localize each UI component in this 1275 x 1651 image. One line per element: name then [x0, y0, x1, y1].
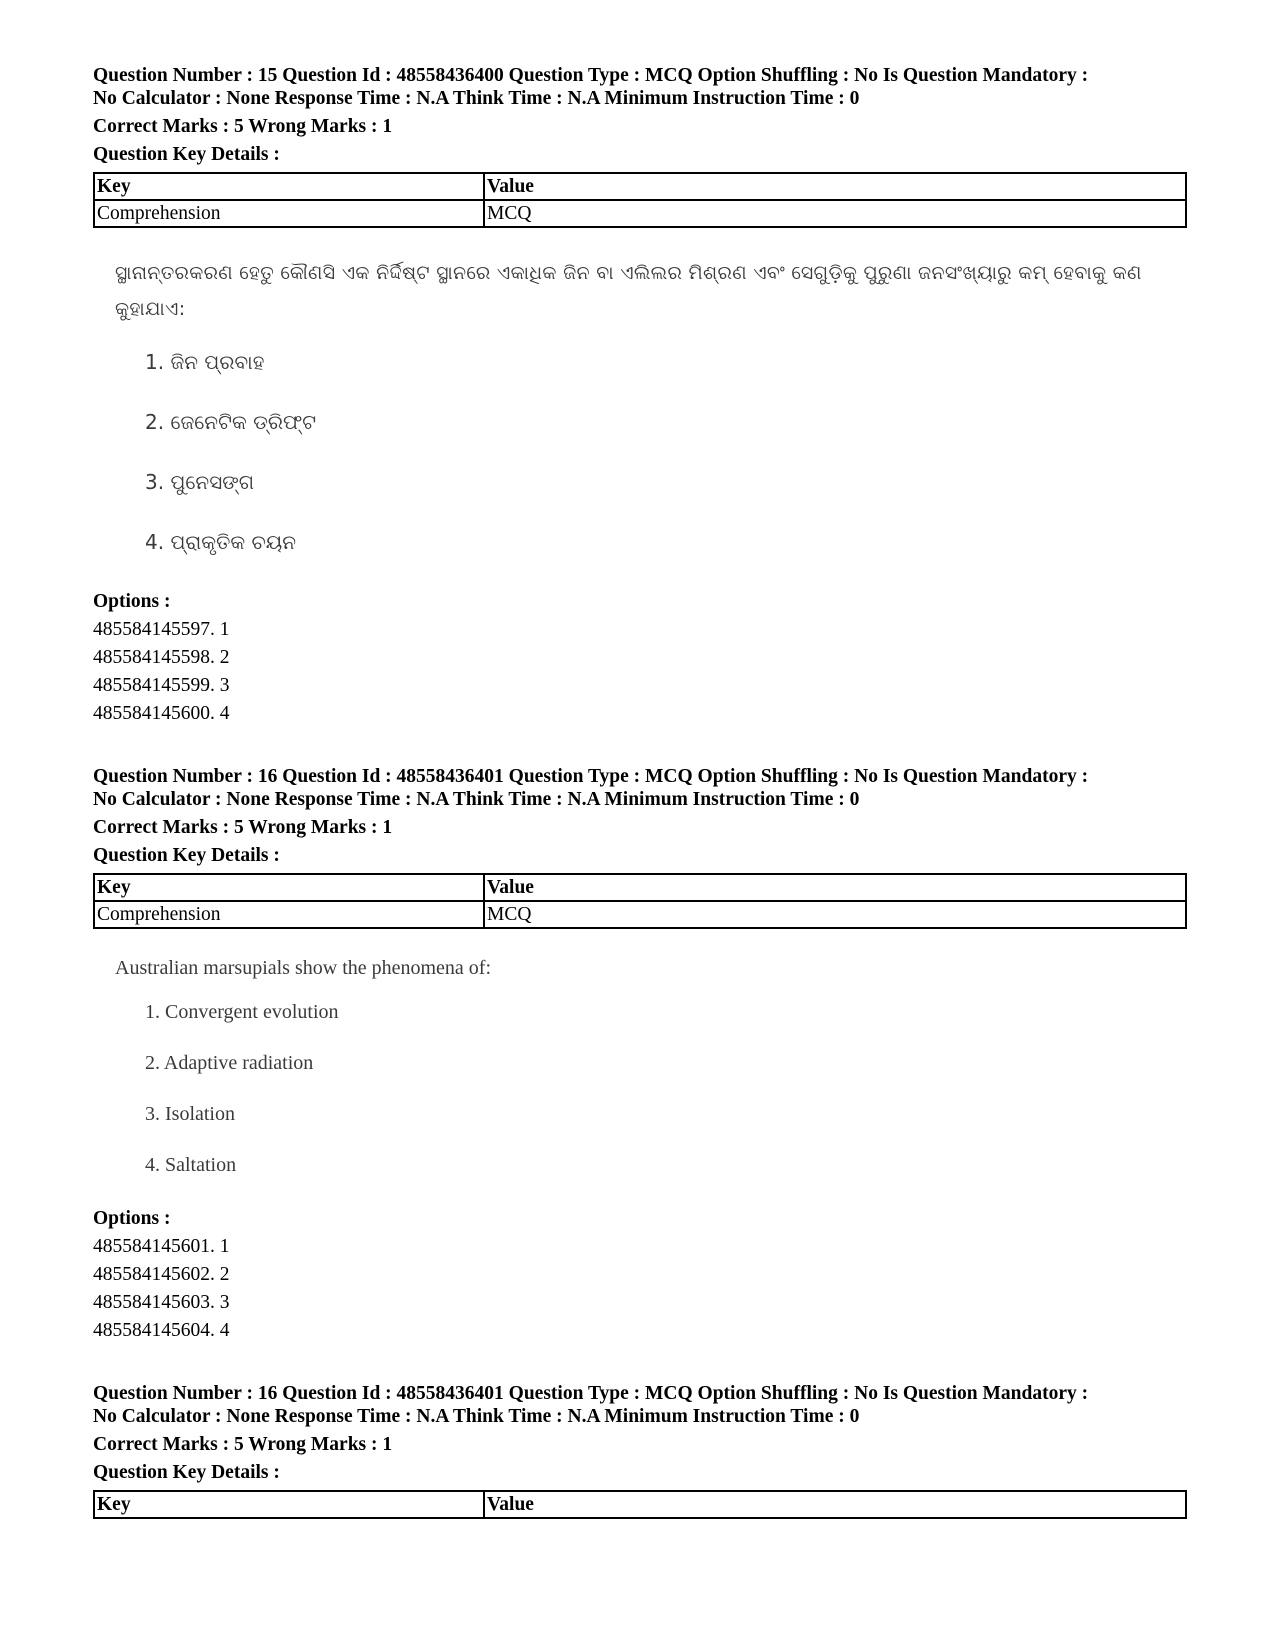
question-stem-line-2: କୁହାଯାଏ: [115, 298, 186, 320]
question-header-line-1: Question Number : 16 Question Id : 48558436401 Question Type : MCQ Option Shuffling : No Is Question Mandatory : [93, 1383, 1089, 1404]
table-cell-value: MCQ [484, 901, 1186, 928]
question-block-16-repeat [93, 1382, 1183, 1519]
question-header [93, 1382, 1183, 1428]
question-image [115, 254, 1183, 580]
table-cell-key: Comprehension [94, 901, 484, 928]
table-row [94, 901, 1186, 928]
table-header-key: Key [94, 874, 484, 901]
option-item: 485584145603. 3 [93, 1292, 230, 1313]
question-marks: Correct Marks : 5 Wrong Marks : 1 [93, 817, 393, 838]
option-item: 485584145598. 2 [93, 647, 230, 668]
question-item: 1. Convergent evolution [145, 1001, 339, 1023]
options-label: Options : [93, 591, 171, 612]
table-header-row [94, 874, 1186, 901]
question-item: 3. ପୁନେସଙ୍ଗ [145, 470, 255, 494]
question-marks: Correct Marks : 5 Wrong Marks : 1 [93, 116, 393, 137]
option-item: 485584145599. 3 [93, 675, 230, 696]
option-item: 485584145597. 1 [93, 619, 230, 640]
question-stem: ସ୍ଥାନାନ୍ତରକରଣ ହେତୁ କୌଣସି ଏକ ନିର୍ଦ୍ଦିଷ୍ଟ ସ୍ଥାନରେ ଏକାଧିକ ଜିନ ବା ଏଲିଲର ମିଶ୍ରଣ ଏବଂ ସେଗୁଡ଼ିକୁ ପୁରୁଣା ଜନସଂଖ୍ୟାରୁ କମ୍ ହେବାକୁ କଣ [115, 262, 1142, 284]
option-item: 485584145604. 4 [93, 1320, 230, 1341]
question-key-details-label: Question Key Details : [93, 845, 280, 866]
table-row [94, 200, 1186, 227]
table-header-key: Key [94, 1491, 484, 1518]
question-item: 1. ଜିନ ପ୍ରବାହ [145, 350, 265, 374]
question-header [93, 765, 1183, 811]
question-item: 2. Adaptive radiation [145, 1052, 314, 1074]
table-header-value: Value [484, 874, 1186, 901]
question-header-line-2: No Calculator : None Response Time : N.A Think Time : N.A Minimum Instruction Time : 0 [93, 1406, 860, 1427]
question-item: 2. ଜେନେଟିକ ଡ୍ରିଫ୍ଟ [145, 410, 317, 434]
question-key-details-label: Question Key Details : [93, 1462, 280, 1483]
question-key-table [93, 1490, 1187, 1519]
question-block-16 [93, 765, 1183, 1345]
question-header-line-2: No Calculator : None Response Time : N.A Think Time : N.A Minimum Instruction Time : 0 [93, 88, 860, 109]
question-header [93, 64, 1183, 110]
question-item: 4. Saltation [145, 1154, 237, 1176]
options-list [93, 616, 1183, 728]
question-stem: Australian marsupials show the phenomena of: [115, 957, 492, 979]
option-item: 485584145602. 2 [93, 1264, 230, 1285]
table-header-key: Key [94, 173, 484, 200]
table-cell-value: MCQ [484, 200, 1186, 227]
table-header-row [94, 173, 1186, 200]
question-block-15 [93, 64, 1183, 728]
options-list [93, 1233, 1183, 1345]
document-page [93, 64, 1183, 1519]
table-header-value: Value [484, 173, 1186, 200]
question-key-details-label: Question Key Details : [93, 144, 280, 165]
table-cell-key: Comprehension [94, 200, 484, 227]
question-header-line-1: Question Number : 16 Question Id : 48558436401 Question Type : MCQ Option Shuffling : No Is Question Mandatory : [93, 766, 1089, 787]
question-key-table [93, 172, 1187, 228]
question-marks: Correct Marks : 5 Wrong Marks : 1 [93, 1434, 393, 1455]
question-header-line-1: Question Number : 15 Question Id : 48558436400 Question Type : MCQ Option Shuffling : No Is Question Mandatory : [93, 65, 1089, 86]
table-header-value: Value [484, 1491, 1186, 1518]
options-label: Options : [93, 1208, 171, 1229]
question-header-line-2: No Calculator : None Response Time : N.A Think Time : N.A Minimum Instruction Time : 0 [93, 789, 860, 810]
option-item: 485584145601. 1 [93, 1236, 230, 1257]
option-item: 485584145600. 4 [93, 703, 230, 724]
question-image [115, 949, 1183, 1193]
question-key-table [93, 873, 1187, 929]
question-item: 4. ପ୍ରାକୃତିକ ଚୟନ [145, 530, 296, 554]
table-header-row [94, 1491, 1186, 1518]
question-item: 3. Isolation [145, 1103, 235, 1125]
